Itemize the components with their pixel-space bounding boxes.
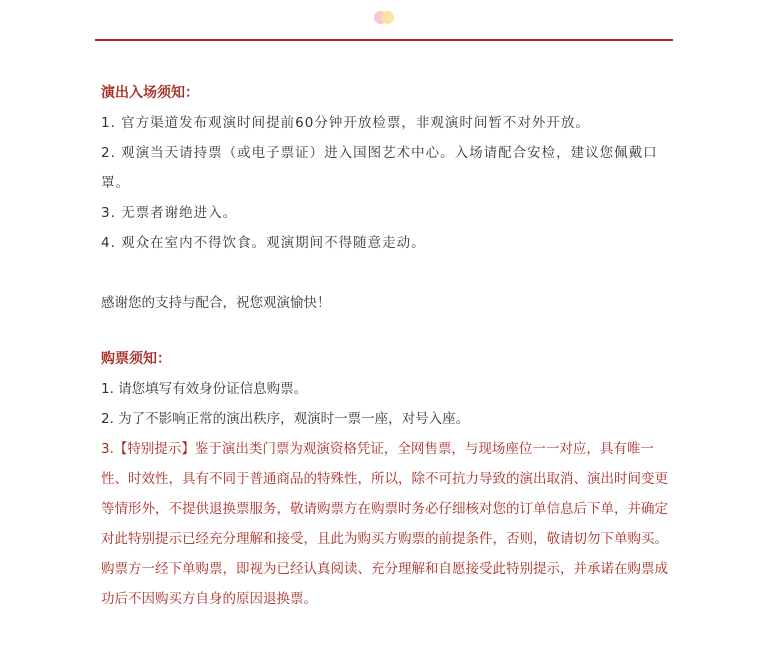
ticket-notice-special-note: 3.【特别提示】鉴于演出类门票为观演资格凭证，全网售票，与现场座位一一对应，具有唯一性、时效性，具有不同于普通商品的特殊性，所以，除不可抗力导致的演出取消、演出时间变更等情形外，不提供退换票服务，敬请购票方在购票时务必仔细核对您的订单信息后下单，并确定对此特别提示已经充分理解和接受，且此为购买方购票的前提条件，否则，敬请切勿下单购买。购票方一经下单购票，即视为已经认真阅读、充分理解和自愿接受此特别提示，并承诺在购票成功后不因购买方自身的原因退换票。	[101, 441, 668, 607]
header-decoration-dots	[374, 11, 398, 25]
entry-notice-item-3: 3. 无票者谢绝进入。	[101, 205, 238, 221]
header-divider	[95, 39, 673, 41]
ticket-notice-item-2: 2. 为了不影响正常的演出秩序，观演时一票一座，对号入座。	[101, 411, 470, 427]
entry-notice-title: 演出入场须知：	[101, 85, 199, 101]
entry-notice-item-1: 1. 官方渠道发布观演时间提前60分钟开放检票，非观演时间暂不对外开放。	[101, 115, 590, 131]
entry-notice-item-4: 4. 观众在室内不得饮食。观演期间不得随意走动。	[101, 235, 426, 251]
entry-notice-item-2: 2. 观演当天请持票（或电子票证）进入国图艺术中心。入场请配合安检，建议您佩戴口罩。	[101, 145, 658, 191]
article-body	[101, 78, 673, 614]
yellow-dot	[381, 11, 394, 24]
ticket-notice-item-1: 1. 请您填写有效身份证信息购票。	[101, 381, 308, 397]
spacer	[101, 318, 673, 344]
ticket-notice-title: 购票须知：	[101, 351, 171, 367]
thanks-message: 感谢您的支持与配合，祝您观演愉快！	[101, 295, 331, 311]
spacer	[101, 258, 673, 288]
